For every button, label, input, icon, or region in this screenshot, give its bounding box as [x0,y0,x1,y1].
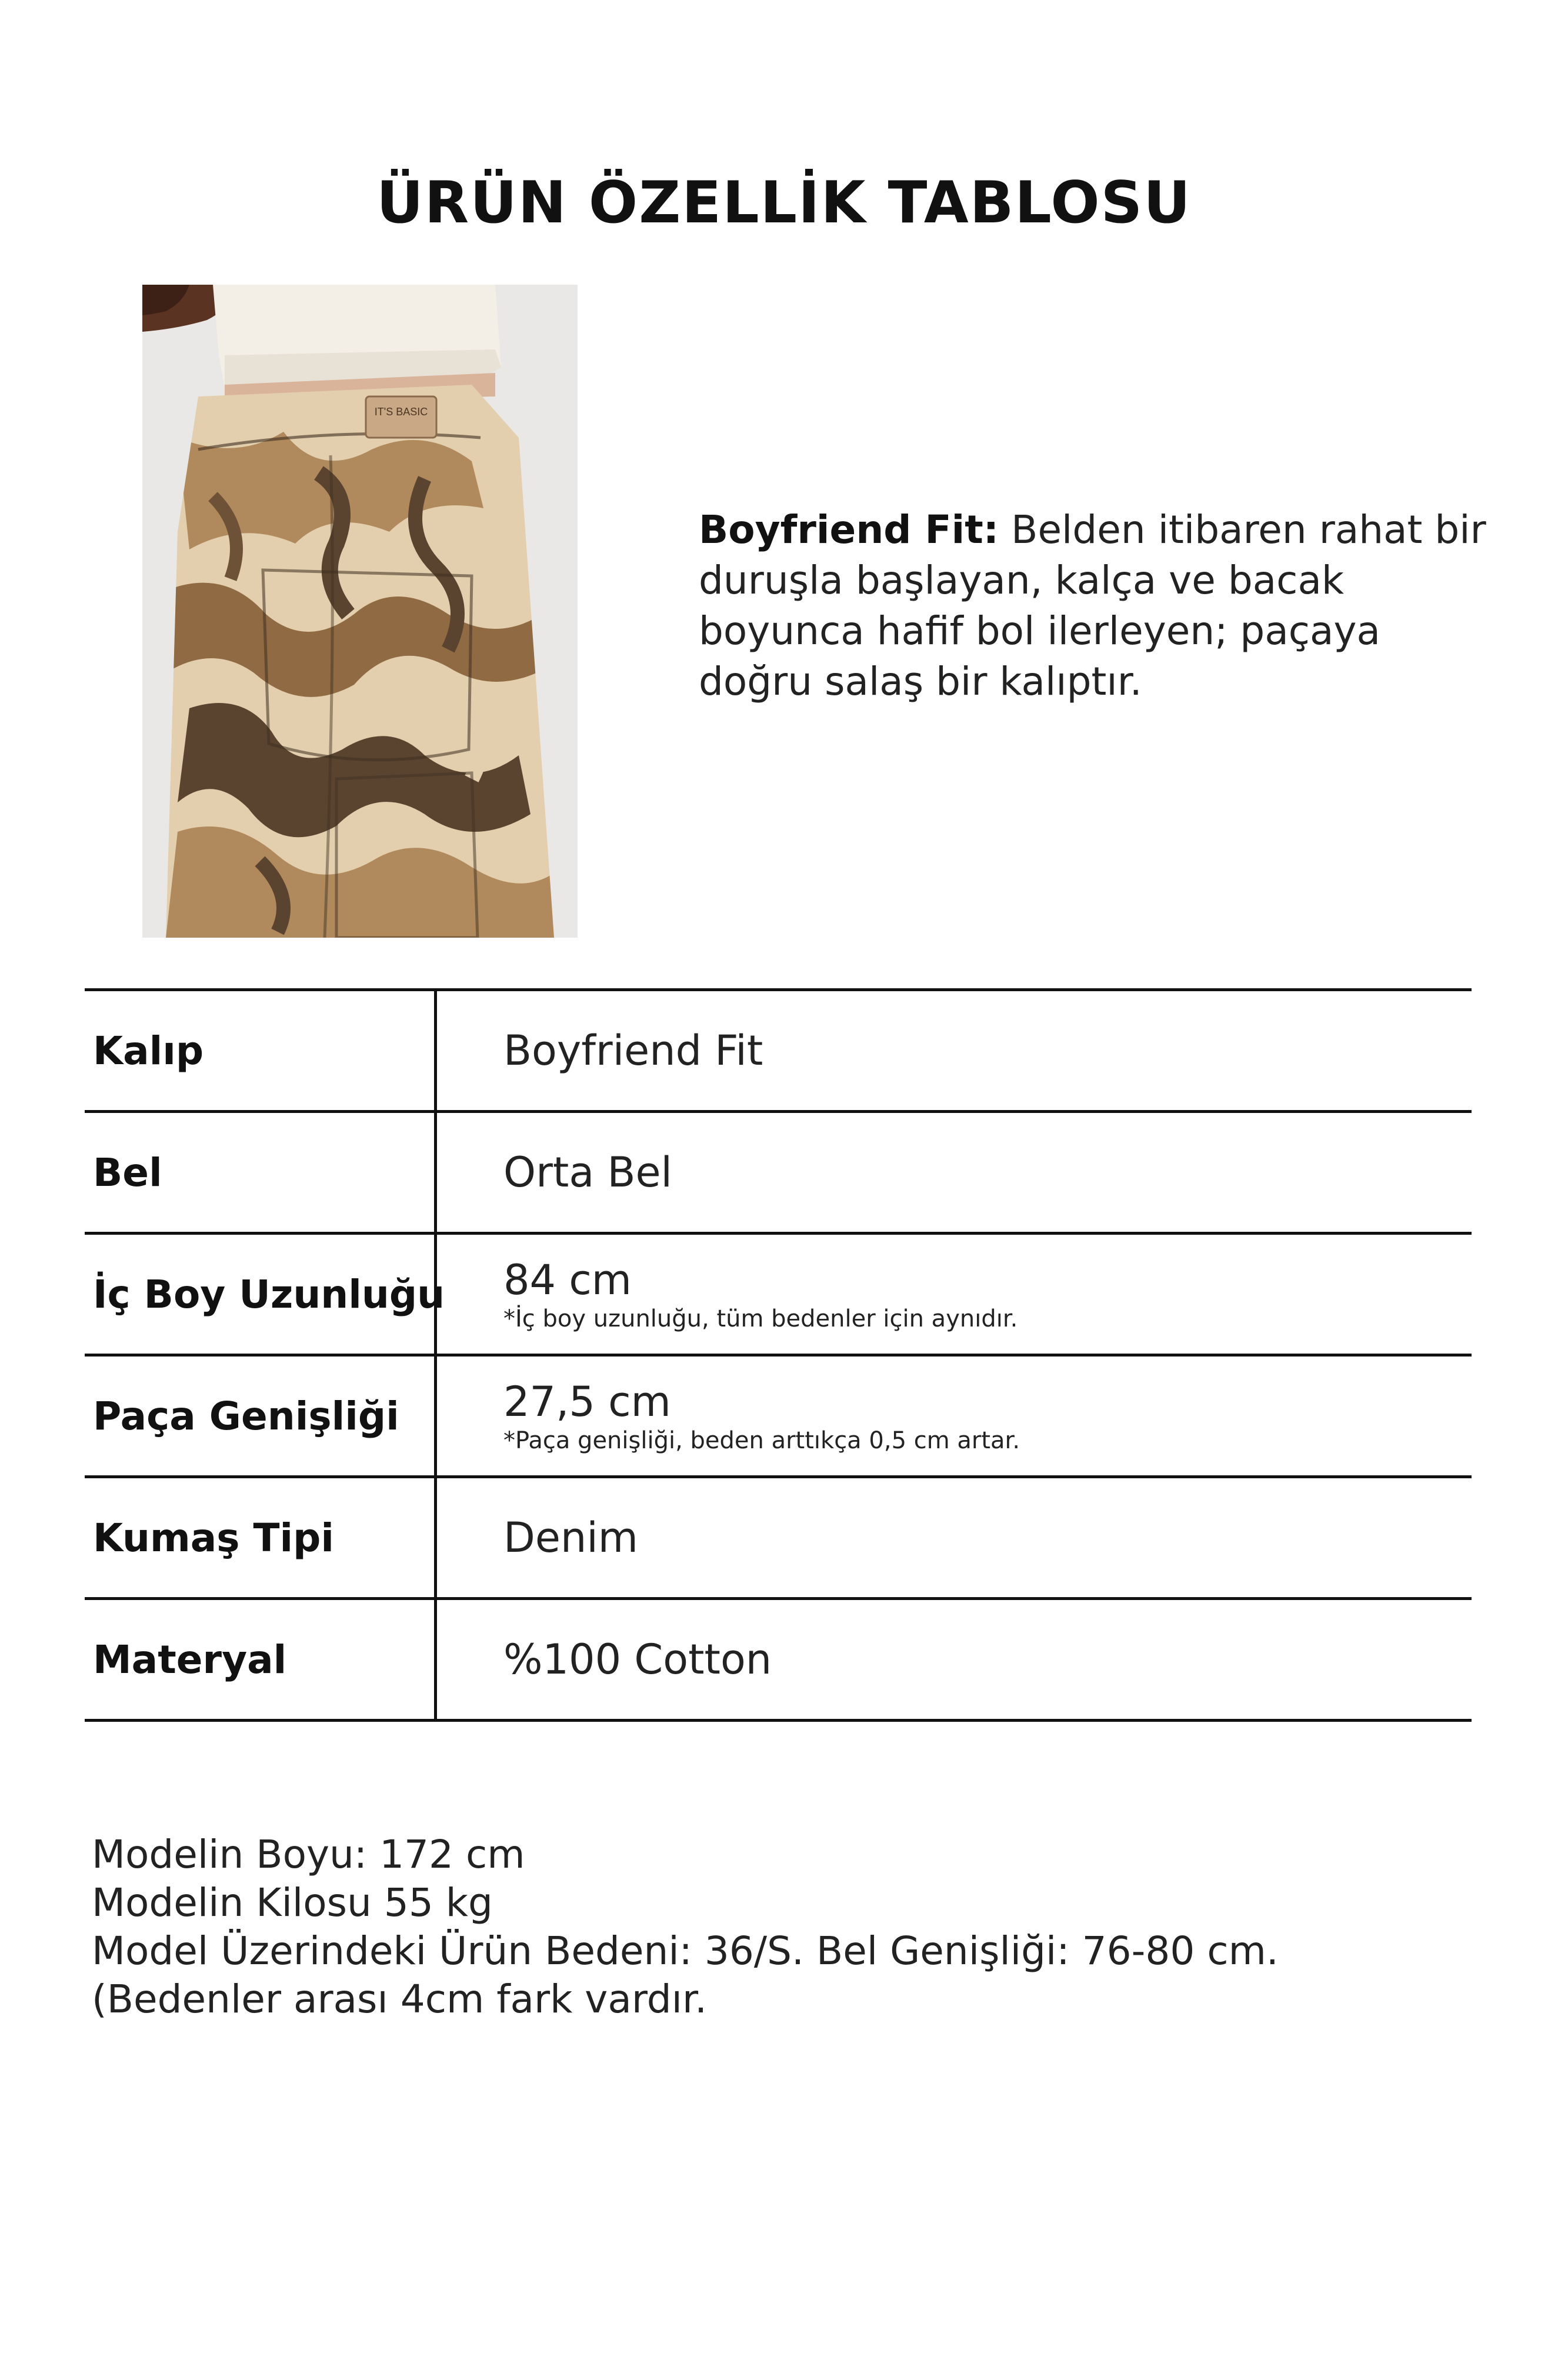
spec-value-cell [503,1600,772,1719]
spec-value: 27,5 cm [503,1378,671,1426]
spec-row [85,1235,1472,1357]
product-photo [142,285,578,938]
spec-value-cell [503,1113,672,1232]
column-divider [434,1357,437,1475]
column-divider [434,1600,437,1719]
spec-value-cell [503,991,763,1110]
spec-label: Materyal [93,1637,287,1682]
spec-value: Boyfriend Fit [503,1026,763,1075]
fit-description-text: Belden itibaren rahat bir duruşla başlayan, kalça ve bacak boyunca hafif bol ilerleyen; paçaya doğru salaş bir kalıptır. [699,507,1486,704]
spec-note: *Paça genişliği, beden arttıkça 0,5 cm artar. [503,1427,1020,1454]
spec-note: *İç boy uzunluğu, tüm bedenler için aynıdır. [503,1305,1018,1332]
spec-value: 84 cm [503,1256,632,1304]
photo-brand-label: IT'S BASIC [374,406,428,418]
spec-value: Orta Bel [503,1148,673,1197]
model-height: Modelin Boyu: 172 cm [92,1832,525,1877]
spec-label: Paça Genişliği [93,1393,399,1439]
column-divider [434,991,437,1110]
spec-row [85,1113,1472,1235]
column-divider [434,1113,437,1232]
page-title: ÜRÜN ÖZELLİK TABLOSU [376,169,1192,236]
spec-value-cell [503,1478,638,1597]
spec-label: Bel [93,1149,162,1195]
model-weight: Modelin Kilosu 55 kg [92,1880,493,1925]
spec-row [85,991,1472,1113]
model-info [92,1831,1474,2024]
spec-value-cell [503,1357,1020,1475]
spec-row [85,1357,1472,1478]
fit-description [699,505,1487,707]
model-size: Model Üzerindeki Ürün Bedeni: 36/S. Bel Genişliği: 76-80 cm. (Bedenler arası 4cm fark vardır. [92,1928,1279,2022]
spec-label: İç Boy Uzunluğu [93,1271,445,1317]
column-divider [434,1478,437,1597]
spec-table [85,988,1472,1722]
spec-label: Kumaş Tipi [93,1515,335,1561]
spec-row [85,1478,1472,1600]
spec-label: Kalıp [93,1028,204,1074]
spec-value-cell [503,1235,1017,1354]
spec-row [85,1600,1472,1722]
spec-value: %100 Cotton [503,1635,772,1684]
fit-description-term: Boyfriend Fit: [699,507,999,552]
spec-value: Denim [503,1514,638,1562]
